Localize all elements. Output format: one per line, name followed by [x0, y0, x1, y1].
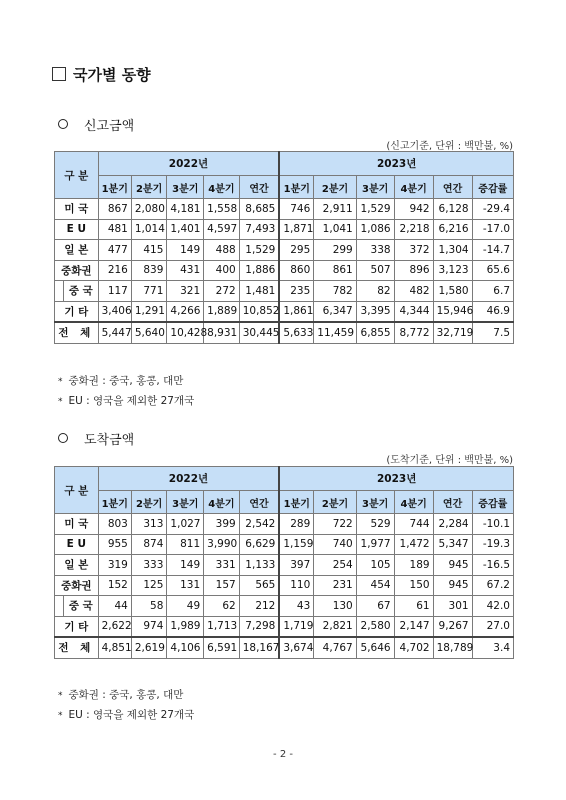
subsection-title-report	[58, 115, 134, 134]
table-cell: 2,080	[131, 199, 167, 220]
table-row	[55, 596, 514, 617]
table-cell: 746	[279, 199, 313, 220]
table-cell: 7,298	[239, 616, 279, 637]
table-cell: 4,344	[394, 301, 433, 322]
table-cell: 15,946	[433, 301, 472, 322]
row-label-text: 중 국	[63, 281, 98, 301]
table-cell: 1,977	[356, 534, 394, 555]
table-cell: 1,889	[204, 301, 240, 322]
table-cell: 3,674	[279, 637, 313, 658]
table-cell: 955	[98, 534, 131, 555]
row-label: 기 타	[55, 301, 99, 322]
table-row	[55, 616, 514, 637]
row-label: 미 국	[55, 199, 99, 220]
table-cell: 1,886	[239, 260, 279, 281]
table-cell: 1,580	[433, 281, 472, 302]
table-cell: 272	[204, 281, 240, 302]
table-cell: 333	[131, 555, 167, 576]
table-cell: 3,406	[98, 301, 131, 322]
table-cell: 1,014	[131, 219, 167, 240]
table-cell: 5,633	[279, 322, 313, 343]
row-label: E U	[55, 534, 99, 555]
table-cell: 415	[131, 240, 167, 261]
table-cell: 1,713	[204, 616, 240, 637]
table-cell: 295	[279, 240, 313, 261]
table-cell: 4,106	[167, 637, 204, 658]
header-period: 3분기	[356, 176, 394, 199]
table-cell: 1,027	[167, 514, 204, 535]
header-period: 2분기	[131, 491, 167, 514]
table-cell: 32,719	[433, 322, 472, 343]
table-cell: 945	[433, 575, 472, 596]
table-cell: 321	[167, 281, 204, 302]
table-cell: 481	[98, 219, 131, 240]
row-label: 중화권	[55, 260, 99, 281]
table-cell: 8,772	[394, 322, 433, 343]
table-cell: 131	[167, 575, 204, 596]
table-cell: 861	[314, 260, 356, 281]
table-row	[55, 514, 514, 535]
row-label	[55, 596, 99, 617]
footnote-text: EU : 영국을 제외한 27개국	[68, 395, 195, 407]
table-cell: 397	[279, 555, 313, 576]
row-label	[55, 281, 99, 302]
table-cell: 301	[433, 596, 472, 617]
header-period: 1분기	[98, 176, 131, 199]
table-cell: 9,267	[433, 616, 472, 637]
table-cell: -10.1	[472, 514, 513, 535]
subsection-title-text: 신고금액	[84, 119, 135, 134]
unit-note: (신고기준, 단위 : 백만불, %)	[386, 141, 513, 152]
table-cell: 4,702	[394, 637, 433, 658]
table-cell: 1,159	[279, 534, 313, 555]
asterisk-icon: *	[58, 377, 63, 387]
header-period: 4분기	[204, 176, 240, 199]
table-cell: 212	[239, 596, 279, 617]
table-cell: 3,990	[204, 534, 240, 555]
header-period: 2분기	[314, 491, 356, 514]
footnote-text: 중화권 : 중국, 홍콩, 대만	[68, 375, 184, 387]
row-label: 일 본	[55, 240, 99, 261]
table-cell: 130	[314, 596, 356, 617]
asterisk-icon: *	[58, 691, 63, 701]
table-cell: 400	[204, 260, 240, 281]
header-period: 연간	[433, 176, 472, 199]
header-period: 증감률	[472, 176, 513, 199]
table-cell: 61	[394, 596, 433, 617]
table-row	[55, 240, 514, 261]
table-cell: 2,821	[314, 616, 356, 637]
header-year-2022: 2022년	[98, 467, 279, 491]
table-cell: 58	[131, 596, 167, 617]
table-cell: 67	[356, 596, 394, 617]
table-cell: 65.6	[472, 260, 513, 281]
table-cell: 8,931	[204, 322, 240, 343]
table-cell: 740	[314, 534, 356, 555]
row-label: 기 타	[55, 616, 99, 637]
table-cell: 2,911	[314, 199, 356, 220]
row-label: 전 체	[55, 637, 99, 658]
table-cell: 945	[433, 555, 472, 576]
table-cell: 1,304	[433, 240, 472, 261]
header-period: 3분기	[167, 491, 204, 514]
header-period: 2분기	[131, 176, 167, 199]
table-cell: 46.9	[472, 301, 513, 322]
table-cell: -17.0	[472, 219, 513, 240]
table-cell: 4,597	[204, 219, 240, 240]
table-cell: 488	[204, 240, 240, 261]
row-label-text: 중 국	[63, 596, 98, 616]
table-row	[55, 199, 514, 220]
row-label: 미 국	[55, 514, 99, 535]
table-cell: 1,871	[279, 219, 313, 240]
table-cell: 1,291	[131, 301, 167, 322]
table-cell: 6.7	[472, 281, 513, 302]
table-cell: 3,123	[433, 260, 472, 281]
table-cell: 2,147	[394, 616, 433, 637]
footnote	[58, 707, 194, 722]
header-period: 연간	[239, 491, 279, 514]
table-cell: 1,481	[239, 281, 279, 302]
table-row	[55, 575, 514, 596]
table-cell: 454	[356, 575, 394, 596]
table-cell: 744	[394, 514, 433, 535]
table-cell: 331	[204, 555, 240, 576]
table-row	[55, 322, 514, 343]
header-gubun: 구 분	[55, 467, 99, 514]
table-cell: 1,989	[167, 616, 204, 637]
header-period: 1분기	[279, 491, 313, 514]
table-cell: 5,640	[131, 322, 167, 343]
table-cell: 839	[131, 260, 167, 281]
table-cell: 5,347	[433, 534, 472, 555]
table-cell: 896	[394, 260, 433, 281]
table-cell: 860	[279, 260, 313, 281]
row-label: 일 본	[55, 555, 99, 576]
header-period: 4분기	[394, 176, 433, 199]
subsection-title-arrival	[58, 429, 134, 448]
table-cell: 1,558	[204, 199, 240, 220]
table-cell: 152	[98, 575, 131, 596]
table-cell: 7.5	[472, 322, 513, 343]
table-row	[55, 555, 514, 576]
header-period: 1분기	[98, 491, 131, 514]
table-cell: 125	[131, 575, 167, 596]
table-cell: 254	[314, 555, 356, 576]
table-cell: 5,646	[356, 637, 394, 658]
table-cell: 6,216	[433, 219, 472, 240]
checkbox-square-icon	[52, 67, 66, 81]
unit-note: (도착기준, 단위 : 백만불, %)	[386, 455, 513, 466]
table-cell: 565	[239, 575, 279, 596]
table-cell: 18,167	[239, 637, 279, 658]
table-cell: 5,447	[98, 322, 131, 343]
table-cell: 6,629	[239, 534, 279, 555]
table-cell: 49	[167, 596, 204, 617]
table-cell: 105	[356, 555, 394, 576]
table-cell: 7,493	[239, 219, 279, 240]
table-cell: -14.7	[472, 240, 513, 261]
table-cell: 43	[279, 596, 313, 617]
table-cell: 529	[356, 514, 394, 535]
table-cell: 1,529	[356, 199, 394, 220]
header-year-2022: 2022년	[98, 152, 279, 176]
table-cell: -29.4	[472, 199, 513, 220]
table-cell: 1,133	[239, 555, 279, 576]
header-period: 2분기	[314, 176, 356, 199]
header-period: 3분기	[167, 176, 204, 199]
header-year-2023: 2023년	[279, 152, 513, 176]
table-cell: 1,472	[394, 534, 433, 555]
subsection-title-text: 도착금액	[84, 433, 135, 448]
table-row	[55, 219, 514, 240]
footnote	[58, 393, 194, 408]
circle-bullet-icon	[58, 433, 68, 443]
table-cell: 722	[314, 514, 356, 535]
table-cell: 2,218	[394, 219, 433, 240]
table-cell: 62	[204, 596, 240, 617]
row-label: E U	[55, 219, 99, 240]
table-cell: 811	[167, 534, 204, 555]
asterisk-icon: *	[58, 711, 63, 721]
table-cell: 231	[314, 575, 356, 596]
table-cell: 1,086	[356, 219, 394, 240]
table-cell: 82	[356, 281, 394, 302]
row-label: 전 체	[55, 322, 99, 343]
table-cell: 149	[167, 240, 204, 261]
header-gubun: 구 분	[55, 152, 99, 199]
table-cell: 974	[131, 616, 167, 637]
table-cell: 1,041	[314, 219, 356, 240]
table-cell: 299	[314, 240, 356, 261]
table-cell: 399	[204, 514, 240, 535]
table-cell: 44	[98, 596, 131, 617]
header-period: 연간	[239, 176, 279, 199]
table-cell: 6,347	[314, 301, 356, 322]
table-cell: 2,619	[131, 637, 167, 658]
table-cell: 150	[394, 575, 433, 596]
table-cell: 942	[394, 199, 433, 220]
table-cell: 4,851	[98, 637, 131, 658]
header-period: 1분기	[279, 176, 313, 199]
table-cell: 3,395	[356, 301, 394, 322]
table-cell: 189	[394, 555, 433, 576]
table-cell: 313	[131, 514, 167, 535]
table-cell: 6,128	[433, 199, 472, 220]
table-cell: 2,284	[433, 514, 472, 535]
table-cell: 2,580	[356, 616, 394, 637]
heading-text: 국가별 동향	[73, 66, 151, 84]
table-cell: 216	[98, 260, 131, 281]
table-cell: 110	[279, 575, 313, 596]
table-row	[55, 260, 514, 281]
header-year-2023: 2023년	[279, 467, 513, 491]
table-cell: 149	[167, 555, 204, 576]
footnote	[58, 687, 183, 702]
table-cell: 867	[98, 199, 131, 220]
table-cell: 1,401	[167, 219, 204, 240]
table-cell: 771	[131, 281, 167, 302]
table-cell: 803	[98, 514, 131, 535]
arrival-amount-table	[54, 466, 514, 659]
table-cell: 8,685	[239, 199, 279, 220]
table-cell: 42.0	[472, 596, 513, 617]
table-cell: 117	[98, 281, 131, 302]
table-cell: 431	[167, 260, 204, 281]
header-period: 연간	[433, 491, 472, 514]
table-row	[55, 281, 514, 302]
table-cell: 477	[98, 240, 131, 261]
header-period: 증감률	[472, 491, 513, 514]
table-cell: 507	[356, 260, 394, 281]
table-cell: 874	[131, 534, 167, 555]
table-cell: 10,852	[239, 301, 279, 322]
table-cell: -16.5	[472, 555, 513, 576]
footnote-text: EU : 영국을 제외한 27개국	[68, 709, 195, 721]
footnote-text: 중화권 : 중국, 홍콩, 대만	[68, 689, 184, 701]
row-label: 중화권	[55, 575, 99, 596]
table-cell: 1,861	[279, 301, 313, 322]
table-cell: -19.3	[472, 534, 513, 555]
header-period: 4분기	[204, 491, 240, 514]
table-cell: 157	[204, 575, 240, 596]
table-cell: 6,855	[356, 322, 394, 343]
table-row	[55, 637, 514, 658]
table-cell: 2,542	[239, 514, 279, 535]
report-amount-table	[54, 151, 514, 344]
table-cell: 3.4	[472, 637, 513, 658]
page-number: - 2 -	[273, 749, 293, 760]
table-cell: 782	[314, 281, 356, 302]
section-heading	[52, 64, 151, 85]
table-cell: 319	[98, 555, 131, 576]
table-cell: 4,266	[167, 301, 204, 322]
header-period: 4분기	[394, 491, 433, 514]
table-cell: 4,767	[314, 637, 356, 658]
table-cell: 235	[279, 281, 313, 302]
table-row	[55, 534, 514, 555]
table-cell: 67.2	[472, 575, 513, 596]
table-cell: 30,445	[239, 322, 279, 343]
table-cell: 338	[356, 240, 394, 261]
table-cell: 372	[394, 240, 433, 261]
table-row	[55, 301, 514, 322]
table-cell: 6,591	[204, 637, 240, 658]
table-cell: 289	[279, 514, 313, 535]
asterisk-icon: *	[58, 397, 63, 407]
table-cell: 482	[394, 281, 433, 302]
circle-bullet-icon	[58, 119, 68, 129]
table-cell: 10,428	[167, 322, 204, 343]
footnote	[58, 373, 183, 388]
table-cell: 4,181	[167, 199, 204, 220]
table-cell: 1,529	[239, 240, 279, 261]
table-cell: 1,719	[279, 616, 313, 637]
table-cell: 2,622	[98, 616, 131, 637]
table-cell: 11,459	[314, 322, 356, 343]
table-cell: 27.0	[472, 616, 513, 637]
header-period: 3분기	[356, 491, 394, 514]
table-cell: 18,789	[433, 637, 472, 658]
